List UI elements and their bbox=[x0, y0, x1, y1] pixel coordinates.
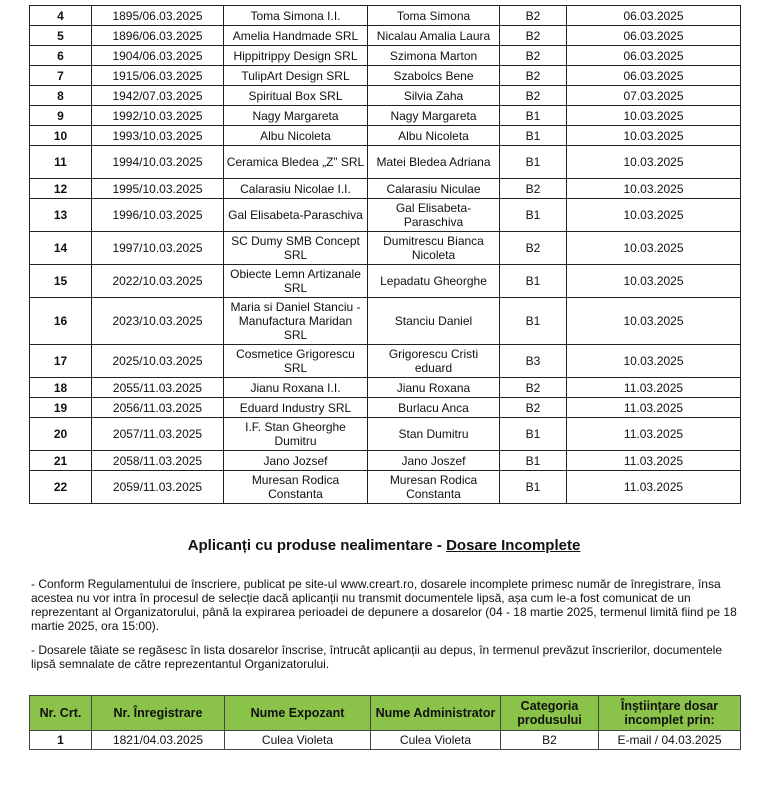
row-number: 12 bbox=[30, 179, 92, 199]
registration-number: 2058/11.03.2025 bbox=[92, 451, 224, 471]
table-row bbox=[30, 265, 741, 298]
registered-applicants-table bbox=[29, 5, 741, 504]
table-row bbox=[30, 146, 741, 179]
administrator-name: Jianu Roxana bbox=[368, 378, 500, 398]
exhibitor-name: Eduard Industry SRL bbox=[224, 398, 368, 418]
product-category: B2 bbox=[501, 731, 599, 750]
registration-number: 1993/10.03.2025 bbox=[92, 126, 224, 146]
exhibitor-name: Gal Elisabeta-Paraschiva bbox=[224, 199, 368, 232]
row-number: 13 bbox=[30, 199, 92, 232]
table-row bbox=[30, 731, 741, 750]
header-registration: Nr. Înregistrare bbox=[92, 696, 225, 731]
product-category: B1 bbox=[500, 451, 567, 471]
product-category: B1 bbox=[500, 298, 567, 345]
row-number: 18 bbox=[30, 378, 92, 398]
date: 10.03.2025 bbox=[567, 298, 741, 345]
exhibitor-name: Hippitrippy Design SRL bbox=[224, 46, 368, 66]
table-row bbox=[30, 398, 741, 418]
administrator-name: Jano Joszef bbox=[368, 451, 500, 471]
table-row bbox=[30, 26, 741, 46]
product-category: B1 bbox=[500, 471, 567, 504]
date: 10.03.2025 bbox=[567, 232, 741, 265]
administrator-name: Burlacu Anca bbox=[368, 398, 500, 418]
table-row bbox=[30, 6, 741, 26]
product-category: B2 bbox=[500, 179, 567, 199]
exhibitor-name: TulipArt Design SRL bbox=[224, 66, 368, 86]
administrator-name: Lepadatu Gheorghe bbox=[368, 265, 500, 298]
administrator-name: Nagy Margareta bbox=[368, 106, 500, 126]
exhibitor-name: Muresan Rodica Constanta bbox=[224, 471, 368, 504]
date: 11.03.2025 bbox=[567, 451, 741, 471]
exhibitor-name: Cosmetice Grigorescu SRL bbox=[224, 345, 368, 378]
date: 10.03.2025 bbox=[567, 146, 741, 179]
registration-number: 1942/07.03.2025 bbox=[92, 86, 224, 106]
exhibitor-name: Jano Jozsef bbox=[224, 451, 368, 471]
date: 10.03.2025 bbox=[567, 199, 741, 232]
administrator-name: Culea Violeta bbox=[371, 731, 501, 750]
header-exhibitor: Nume Expozant bbox=[225, 696, 371, 731]
registration-number: 1821/04.03.2025 bbox=[92, 731, 225, 750]
registration-number: 2056/11.03.2025 bbox=[92, 398, 224, 418]
product-category: B2 bbox=[500, 378, 567, 398]
product-category: B1 bbox=[500, 418, 567, 451]
registration-number: 1995/10.03.2025 bbox=[92, 179, 224, 199]
date: 07.03.2025 bbox=[567, 86, 741, 106]
registration-number: 1895/06.03.2025 bbox=[92, 6, 224, 26]
notice-method: E-mail / 04.03.2025 bbox=[599, 731, 741, 750]
row-number: 16 bbox=[30, 298, 92, 345]
registration-number: 1915/06.03.2025 bbox=[92, 66, 224, 86]
registration-number: 2055/11.03.2025 bbox=[92, 378, 224, 398]
registration-number: 1904/06.03.2025 bbox=[92, 46, 224, 66]
row-number: 11 bbox=[30, 146, 92, 179]
registration-number: 1992/10.03.2025 bbox=[92, 106, 224, 126]
section-title-underlined: Dosare Incomplete bbox=[446, 537, 581, 554]
table-row bbox=[30, 471, 741, 504]
row-number: 4 bbox=[30, 6, 92, 26]
exhibitor-name: Spiritual Box SRL bbox=[224, 86, 368, 106]
header-category: Categoria produsului bbox=[501, 696, 599, 731]
administrator-name: Szabolcs Bene bbox=[368, 66, 500, 86]
date: 10.03.2025 bbox=[567, 179, 741, 199]
registration-number: 2059/11.03.2025 bbox=[92, 471, 224, 504]
registration-number: 2025/10.03.2025 bbox=[92, 345, 224, 378]
administrator-name: Stanciu Daniel bbox=[368, 298, 500, 345]
table-row bbox=[30, 179, 741, 199]
header-nr-crt: Nr. Crt. bbox=[30, 696, 92, 731]
exhibitor-name: Culea Violeta bbox=[225, 731, 371, 750]
product-category: B2 bbox=[500, 26, 567, 46]
row-number: 7 bbox=[30, 66, 92, 86]
date: 11.03.2025 bbox=[567, 378, 741, 398]
date: 06.03.2025 bbox=[567, 46, 741, 66]
administrator-name: Muresan Rodica Constanta bbox=[368, 471, 500, 504]
administrator-name: Dumitrescu Bianca Nicoleta bbox=[368, 232, 500, 265]
administrator-name: Calarasiu Niculae bbox=[368, 179, 500, 199]
row-number: 17 bbox=[30, 345, 92, 378]
product-category: B1 bbox=[500, 265, 567, 298]
date: 06.03.2025 bbox=[567, 26, 741, 46]
date: 06.03.2025 bbox=[567, 66, 741, 86]
crossed-files-note: - Dosarele tăiate se regăsesc în lista dosarelor înscrise, întrucât aplicanții au depus, în termenul prevăzut înscrierilor, documentele lipsă semnalate de către reprezentantul Organizatorului. bbox=[31, 643, 723, 671]
product-category: B2 bbox=[500, 66, 567, 86]
date: 06.03.2025 bbox=[567, 6, 741, 26]
table-row bbox=[30, 106, 741, 126]
product-category: B1 bbox=[500, 106, 567, 126]
exhibitor-name: Amelia Handmade SRL bbox=[224, 26, 368, 46]
registration-number: 1994/10.03.2025 bbox=[92, 146, 224, 179]
date: 11.03.2025 bbox=[567, 418, 741, 451]
product-category: B1 bbox=[500, 199, 567, 232]
row-number: 20 bbox=[30, 418, 92, 451]
registration-number: 2057/11.03.2025 bbox=[92, 418, 224, 451]
regulation-note: - Conform Regulamentului de înscriere, publicat pe site-ul www.creart.ro, dosarele incomplete primesc număr de înregistrare, însa acestea nu vor intra în procesul de selecție dacă aplicanții nu transmit documentele lipsă, așa cum le-a fost comunicat de un reprezentant al Organizatorului, până la expirarea perioadei de depunere a dosarelor (04 - 18 martie 2025, termenul limită fiind pe 18 martie 2025, ora 15:00). bbox=[31, 577, 737, 633]
registration-number: 1996/10.03.2025 bbox=[92, 199, 224, 232]
table-row bbox=[30, 232, 741, 265]
row-number: 14 bbox=[30, 232, 92, 265]
row-number: 6 bbox=[30, 46, 92, 66]
administrator-name: Stan Dumitru bbox=[368, 418, 500, 451]
registration-number: 1896/06.03.2025 bbox=[92, 26, 224, 46]
exhibitor-name: Obiecte Lemn Artizanale SRL bbox=[224, 265, 368, 298]
administrator-name: Toma Simona bbox=[368, 6, 500, 26]
row-number: 5 bbox=[30, 26, 92, 46]
table-row bbox=[30, 199, 741, 232]
row-number: 1 bbox=[30, 731, 92, 750]
table-row bbox=[30, 378, 741, 398]
product-category: B2 bbox=[500, 6, 567, 26]
table-row bbox=[30, 126, 741, 146]
table-row bbox=[30, 86, 741, 106]
date: 11.03.2025 bbox=[567, 398, 741, 418]
row-number: 15 bbox=[30, 265, 92, 298]
product-category: B2 bbox=[500, 232, 567, 265]
header-administrator: Nume Administrator bbox=[371, 696, 501, 731]
product-category: B2 bbox=[500, 86, 567, 106]
exhibitor-name: Albu Nicoleta bbox=[224, 126, 368, 146]
row-number: 21 bbox=[30, 451, 92, 471]
administrator-name: Szimona Marton bbox=[368, 46, 500, 66]
row-number: 9 bbox=[30, 106, 92, 126]
row-number: 8 bbox=[30, 86, 92, 106]
row-number: 22 bbox=[30, 471, 92, 504]
date: 10.03.2025 bbox=[567, 345, 741, 378]
registration-number: 2022/10.03.2025 bbox=[92, 265, 224, 298]
exhibitor-name: Maria si Daniel Stanciu - Manufactura Maridan SRL bbox=[224, 298, 368, 345]
date: 10.03.2025 bbox=[567, 106, 741, 126]
date: 10.03.2025 bbox=[567, 126, 741, 146]
registration-number: 2023/10.03.2025 bbox=[92, 298, 224, 345]
table-row bbox=[30, 298, 741, 345]
administrator-name: Grigorescu Cristi eduard bbox=[368, 345, 500, 378]
exhibitor-name: Calarasiu Nicolae I.I. bbox=[224, 179, 368, 199]
table-row bbox=[30, 345, 741, 378]
administrator-name: Matei Bledea Adriana bbox=[368, 146, 500, 179]
exhibitor-name: Toma Simona I.I. bbox=[224, 6, 368, 26]
row-number: 19 bbox=[30, 398, 92, 418]
administrator-name: Silvia Zaha bbox=[368, 86, 500, 106]
product-category: B1 bbox=[500, 126, 567, 146]
administrator-name: Albu Nicoleta bbox=[368, 126, 500, 146]
exhibitor-name: I.F. Stan Gheorghe Dumitru bbox=[224, 418, 368, 451]
table-row bbox=[30, 418, 741, 451]
registration-number: 1997/10.03.2025 bbox=[92, 232, 224, 265]
table-row bbox=[30, 451, 741, 471]
table-row bbox=[30, 46, 741, 66]
exhibitor-name: SC Dumy SMB Concept SRL bbox=[224, 232, 368, 265]
product-category: B1 bbox=[500, 146, 567, 179]
section-title bbox=[0, 537, 768, 554]
table-row bbox=[30, 66, 741, 86]
administrator-name: Gal Elisabeta-Paraschiva bbox=[368, 199, 500, 232]
date: 11.03.2025 bbox=[567, 471, 741, 504]
incomplete-files-table bbox=[29, 695, 741, 750]
table-header-row bbox=[30, 696, 741, 731]
product-category: B2 bbox=[500, 398, 567, 418]
exhibitor-name: Ceramica Bledea „Z” SRL bbox=[224, 146, 368, 179]
exhibitor-name: Nagy Margareta bbox=[224, 106, 368, 126]
administrator-name: Nicalau Amalia Laura bbox=[368, 26, 500, 46]
date: 10.03.2025 bbox=[567, 265, 741, 298]
exhibitor-name: Jianu Roxana I.I. bbox=[224, 378, 368, 398]
product-category: B3 bbox=[500, 345, 567, 378]
section-title-prefix: Aplicanți cu produse nealimentare - bbox=[187, 537, 447, 554]
product-category: B2 bbox=[500, 46, 567, 66]
row-number: 10 bbox=[30, 126, 92, 146]
header-notice: Înștiințare dosar incomplet prin: bbox=[599, 696, 741, 731]
